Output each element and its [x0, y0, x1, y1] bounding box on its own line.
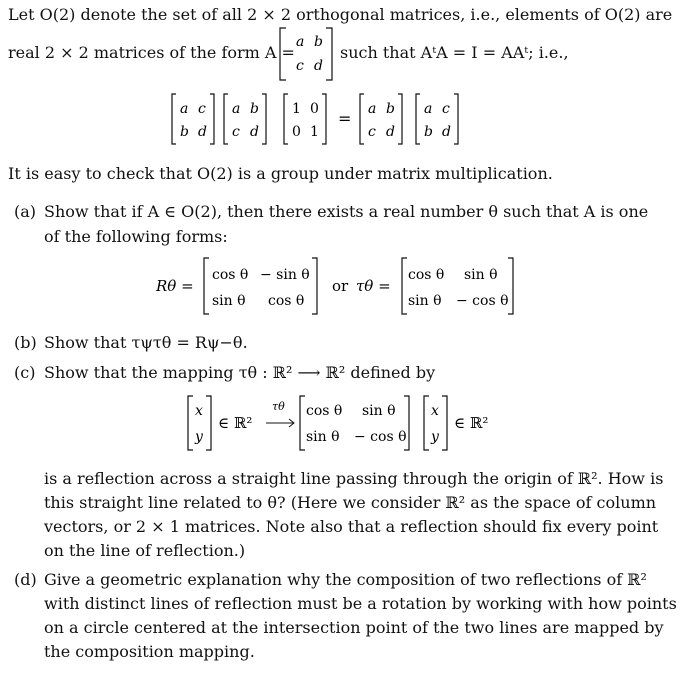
svg-text:d: d: [442, 124, 451, 140]
svg-text:c: c: [442, 101, 450, 117]
vector-xy-right: [424, 396, 447, 450]
matrix-A-c: c: [296, 58, 304, 74]
intro-line-2-before: real 2 × 2 matrices of the form A =: [8, 43, 295, 62]
part-c-line-4: on the line of reflection.): [44, 541, 246, 560]
svg-text:a: a: [368, 101, 377, 117]
R-theta-label: Rθ =: [156, 277, 194, 295]
svg-text:b: b: [424, 124, 433, 140]
part-c-mapping: [186, 394, 506, 454]
matrix-A: [278, 26, 334, 82]
svg-text:− sin θ: − sin θ: [260, 267, 310, 283]
svg-text:c: c: [198, 101, 206, 117]
part-a-label: (a): [14, 202, 37, 221]
svg-text:d: d: [386, 124, 395, 140]
part-d-line-4: the composition mapping.: [44, 642, 255, 661]
svg-text:cos θ: cos θ: [212, 267, 249, 283]
part-a-forms: [150, 256, 530, 316]
svg-text:sin θ: sin θ: [362, 403, 396, 419]
part-d-label: (d): [14, 570, 37, 589]
part-d-line-2: with distinct lines of reflection must be a rotation by working with how points: [44, 594, 677, 613]
group-sentence: It is easy to check that O(2) is a group under matrix multiplication.: [8, 164, 553, 183]
svg-text:0: 0: [292, 124, 301, 140]
svg-text:d: d: [198, 124, 207, 140]
svg-text:b: b: [250, 101, 259, 117]
matrix-A-b: b: [314, 34, 323, 50]
eq-matrix-identity: [284, 94, 326, 144]
svg-text:b: b: [180, 124, 189, 140]
svg-text:c: c: [368, 124, 376, 140]
svg-text:cos θ: cos θ: [306, 403, 343, 419]
svg-text:a: a: [424, 101, 433, 117]
part-d-line-3: on a circle centered at the intersection point of the two lines are mapped by: [44, 618, 664, 637]
svg-text:c: c: [232, 124, 240, 140]
tau-theta-matrix: [402, 258, 513, 314]
part-c-text: Show that the mapping τθ : ℝ² ⟶ ℝ² defined by: [44, 363, 436, 382]
part-b-text: Show that τψτθ = Rψ−θ.: [44, 333, 248, 352]
part-c-line-2: this straight line related to θ? (Here we consider ℝ² as the space of column: [44, 493, 657, 512]
eq-equals: =: [338, 109, 352, 128]
mapsto-arrow: [266, 419, 294, 427]
part-a-line-1: Show that if A ∈ O(2), then there exists a real number θ such that A is one: [44, 202, 649, 221]
or-text: or: [332, 277, 349, 295]
intro-line-2-after: such that AᵗA = I = AAᵗ; i.e.,: [340, 43, 569, 62]
svg-text:b: b: [386, 101, 395, 117]
svg-text:a: a: [232, 101, 241, 117]
part-b-label: (b): [14, 333, 37, 352]
eq-matrix-A-right: [360, 94, 402, 144]
eq-matrix-transpose-right: [416, 94, 458, 144]
part-c-label: (c): [14, 363, 36, 382]
orthogonality-equation: [170, 92, 490, 146]
svg-text:sin θ: sin θ: [464, 267, 498, 283]
svg-text:sin θ: sin θ: [408, 293, 442, 309]
part-d-line-1: Give a geometric explanation why the composition of two reflections of ℝ²: [44, 570, 647, 589]
svg-text:y: y: [195, 429, 203, 445]
intro-line-1: Let O(2) denote the set of all 2 × 2 orthogonal matrices, i.e., elements of O(2) are: [8, 5, 673, 24]
vector-xy: [188, 396, 211, 450]
matrix-A-a: a: [296, 34, 305, 50]
svg-text:cos θ: cos θ: [408, 267, 445, 283]
part-c-line-3: vectors, or 2 × 1 matrices. Note also that a reflection should fix every point: [44, 517, 659, 536]
svg-text:1: 1: [292, 101, 301, 117]
svg-text:1: 1: [310, 124, 319, 140]
svg-text:x: x: [431, 403, 439, 419]
svg-text:− cos θ: − cos θ: [354, 429, 407, 445]
svg-text:a: a: [180, 101, 189, 117]
svg-text:x: x: [195, 403, 203, 419]
svg-text:d: d: [250, 124, 259, 140]
svg-text:cos θ: cos θ: [268, 293, 305, 309]
R-theta-matrix: [204, 258, 317, 314]
in-R2-left: ∈ ℝ²: [218, 414, 253, 432]
svg-text:− cos θ: − cos θ: [456, 293, 509, 309]
svg-text:sin θ: sin θ: [212, 293, 246, 309]
tau-theta-label: τθ =: [356, 277, 391, 295]
arrow-label-tau: τθ: [272, 400, 285, 413]
svg-text:0: 0: [310, 101, 319, 117]
svg-text:y: y: [431, 429, 439, 445]
matrix-A-d: d: [314, 58, 323, 74]
eq-matrix-A: [224, 94, 266, 144]
in-R2-right: ∈ ℝ²: [454, 414, 489, 432]
eq-matrix-transpose: [172, 94, 214, 144]
part-a-line-2: of the following forms:: [44, 227, 228, 246]
part-c-line-1: is a reflection across a straight line passing through the origin of ℝ². How is: [44, 469, 664, 488]
svg-text:sin θ: sin θ: [306, 429, 340, 445]
reflection-matrix: [300, 396, 409, 450]
